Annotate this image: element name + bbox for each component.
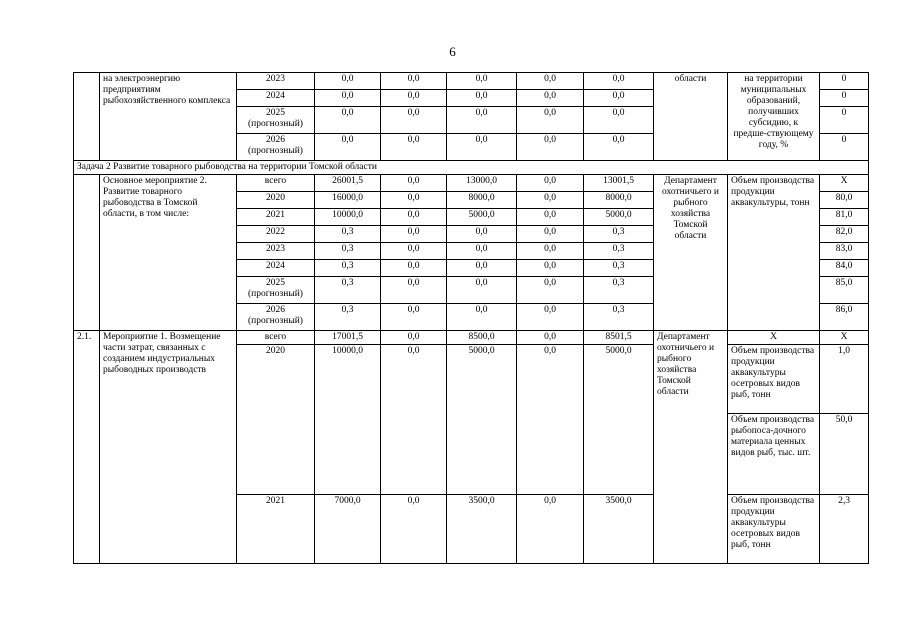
table-row: [74, 175, 869, 192]
year-cell: 2026 (прогнозный): [237, 134, 315, 161]
value-cell: 0,0: [381, 175, 447, 192]
target-cell: 0: [820, 73, 869, 90]
target-cell: 83,0: [820, 243, 869, 260]
task-row: [74, 161, 869, 175]
value-cell: 0,0: [315, 107, 381, 134]
task-heading: Задача 2 Развитие товарного рыбоводства на территории Томской области: [74, 161, 869, 175]
year-cell: 2023: [237, 243, 315, 260]
year-cell: всего: [237, 175, 315, 192]
year-cell: 2024: [237, 260, 315, 277]
target-cell: 0: [820, 90, 869, 107]
indicator-cell: Объем производства продукции аквакультуры осетровых видов рыб, тонн: [728, 345, 820, 414]
value-cell: 0,0: [584, 107, 654, 134]
executor-cell: области: [654, 73, 728, 161]
value-cell: 0,0: [517, 243, 584, 260]
year-cell: 2025 (прогнозный): [237, 277, 315, 304]
value-cell: 8000,0: [584, 192, 654, 209]
value-cell: 0,3: [584, 260, 654, 277]
value-cell: 0,0: [447, 90, 517, 107]
executor-cell: Департамент охотничьего и рыбного хозяйства Томской области: [654, 175, 728, 331]
value-cell: 0,0: [517, 73, 584, 90]
value-cell: 0,0: [447, 134, 517, 161]
target-cell: Х: [820, 175, 869, 192]
executor-cell: Департамент охотничьего и рыбного хозяйства Томской области: [654, 331, 728, 564]
year-cell: 2021: [237, 209, 315, 226]
value-cell: 10000,0: [315, 209, 381, 226]
value-cell: 0,0: [517, 226, 584, 243]
year-cell: всего: [237, 331, 315, 345]
value-cell: 0,0: [447, 277, 517, 304]
target-cell: 0: [820, 107, 869, 134]
value-cell: 0,0: [315, 134, 381, 161]
value-cell: 0,0: [447, 304, 517, 331]
value-cell: 0,0: [381, 277, 447, 304]
value-cell: 16000,0: [315, 192, 381, 209]
indicator-cell: Объем производства рыбопоса-дочного материала ценных видов рыб, тыс. шт.: [728, 414, 820, 495]
target-cell: 1,0: [820, 345, 869, 414]
measure-cell: Основное мероприятие 2. Развитие товарного рыбоводства в Томской области, в том числе:: [100, 175, 237, 331]
value-cell: 0,0: [447, 243, 517, 260]
value-cell: 8501,5: [584, 331, 654, 345]
year-cell: 2020: [237, 192, 315, 209]
target-cell: 82,0: [820, 226, 869, 243]
value-cell: 26001,5: [315, 175, 381, 192]
number-cell: [74, 175, 100, 331]
year-cell: 2023: [237, 73, 315, 90]
value-cell: 0,3: [315, 277, 381, 304]
value-cell: 13000,0: [447, 175, 517, 192]
target-cell: 81,0: [820, 209, 869, 226]
value-cell: 0,0: [517, 107, 584, 134]
value-cell: 0,0: [517, 175, 584, 192]
year-cell: 2022: [237, 226, 315, 243]
value-cell: 0,0: [381, 243, 447, 260]
value-cell: 0,0: [381, 134, 447, 161]
value-cell: 13001,5: [584, 175, 654, 192]
target-cell: 2,3: [820, 495, 869, 564]
year-cell: 2021: [237, 495, 315, 564]
value-cell: 5000,0: [584, 345, 654, 495]
value-cell: 3500,0: [584, 495, 654, 564]
value-cell: 5000,0: [447, 209, 517, 226]
year-cell: 2024: [237, 90, 315, 107]
value-cell: 0,0: [584, 90, 654, 107]
value-cell: 8500,0: [447, 331, 517, 345]
year-cell: 2026 (прогнозный): [237, 304, 315, 331]
value-cell: 0,0: [381, 331, 447, 345]
value-cell: 0,0: [381, 192, 447, 209]
value-cell: 3500,0: [447, 495, 517, 564]
indicator-cell: Объем производства продукции аквакультуры, тонн: [728, 175, 820, 331]
value-cell: 10000,0: [315, 345, 381, 495]
target-cell: 80,0: [820, 192, 869, 209]
target-cell: Х: [820, 331, 869, 345]
value-cell: 5000,0: [447, 345, 517, 495]
value-cell: 0,0: [584, 73, 654, 90]
measure-cell: на электроэнергию предприятиям рыбохозяйственного комплекса: [100, 73, 237, 161]
value-cell: 0,0: [517, 90, 584, 107]
value-cell: 0,0: [517, 345, 584, 495]
value-cell: 0,0: [315, 90, 381, 107]
indicator-cell: Х: [728, 331, 820, 345]
value-cell: 0,0: [517, 277, 584, 304]
value-cell: 0,3: [315, 226, 381, 243]
value-cell: 0,0: [517, 134, 584, 161]
table-row: [74, 73, 869, 90]
value-cell: 0,0: [381, 345, 447, 495]
value-cell: 0,0: [381, 209, 447, 226]
indicator-cell: Объем производства продукции аквакультуры осетровых видов рыб, тонн: [728, 495, 820, 564]
target-cell: 50,0: [820, 414, 869, 495]
value-cell: 0,0: [517, 192, 584, 209]
program-table: [73, 72, 869, 564]
year-cell: 2020: [237, 345, 315, 495]
value-cell: 0,0: [381, 107, 447, 134]
value-cell: 0,3: [584, 277, 654, 304]
value-cell: 0,0: [447, 73, 517, 90]
value-cell: 0,0: [447, 226, 517, 243]
value-cell: 0,3: [584, 226, 654, 243]
value-cell: 0,3: [584, 243, 654, 260]
indicator-cell: на территории муниципальных образований, получивших субсидию, к предше-ствующему году, %: [728, 73, 820, 161]
value-cell: 0,0: [584, 134, 654, 161]
value-cell: 0,0: [381, 73, 447, 90]
table-row: [74, 331, 869, 345]
target-cell: 86,0: [820, 304, 869, 331]
value-cell: 0,3: [584, 304, 654, 331]
number-cell: [74, 73, 100, 161]
value-cell: 0,0: [315, 73, 381, 90]
value-cell: 0,3: [315, 260, 381, 277]
number-cell: 2.1.: [74, 331, 100, 564]
value-cell: 0,3: [315, 304, 381, 331]
value-cell: 0,0: [517, 495, 584, 564]
value-cell: 0,0: [381, 226, 447, 243]
measure-cell: Мероприятие 1. Возмещение части затрат, связанных с созданием индустриальных рыбоводных производств: [100, 331, 237, 564]
value-cell: 0,0: [517, 331, 584, 345]
value-cell: 0,0: [381, 260, 447, 277]
value-cell: 0,0: [517, 209, 584, 226]
target-cell: 85,0: [820, 277, 869, 304]
value-cell: 0,0: [517, 304, 584, 331]
value-cell: 0,0: [447, 260, 517, 277]
year-cell: 2025 (прогнозный): [237, 107, 315, 134]
value-cell: 0,0: [381, 304, 447, 331]
value-cell: 0,3: [315, 243, 381, 260]
value-cell: 0,0: [447, 107, 517, 134]
page-number: 6: [449, 44, 456, 59]
target-cell: 0: [820, 134, 869, 161]
value-cell: 17001,5: [315, 331, 381, 345]
value-cell: 5000,0: [584, 209, 654, 226]
target-cell: 84,0: [820, 260, 869, 277]
value-cell: 7000,0: [315, 495, 381, 564]
value-cell: 0,0: [381, 495, 447, 564]
value-cell: 8000,0: [447, 192, 517, 209]
value-cell: 0,0: [517, 260, 584, 277]
value-cell: 0,0: [381, 90, 447, 107]
